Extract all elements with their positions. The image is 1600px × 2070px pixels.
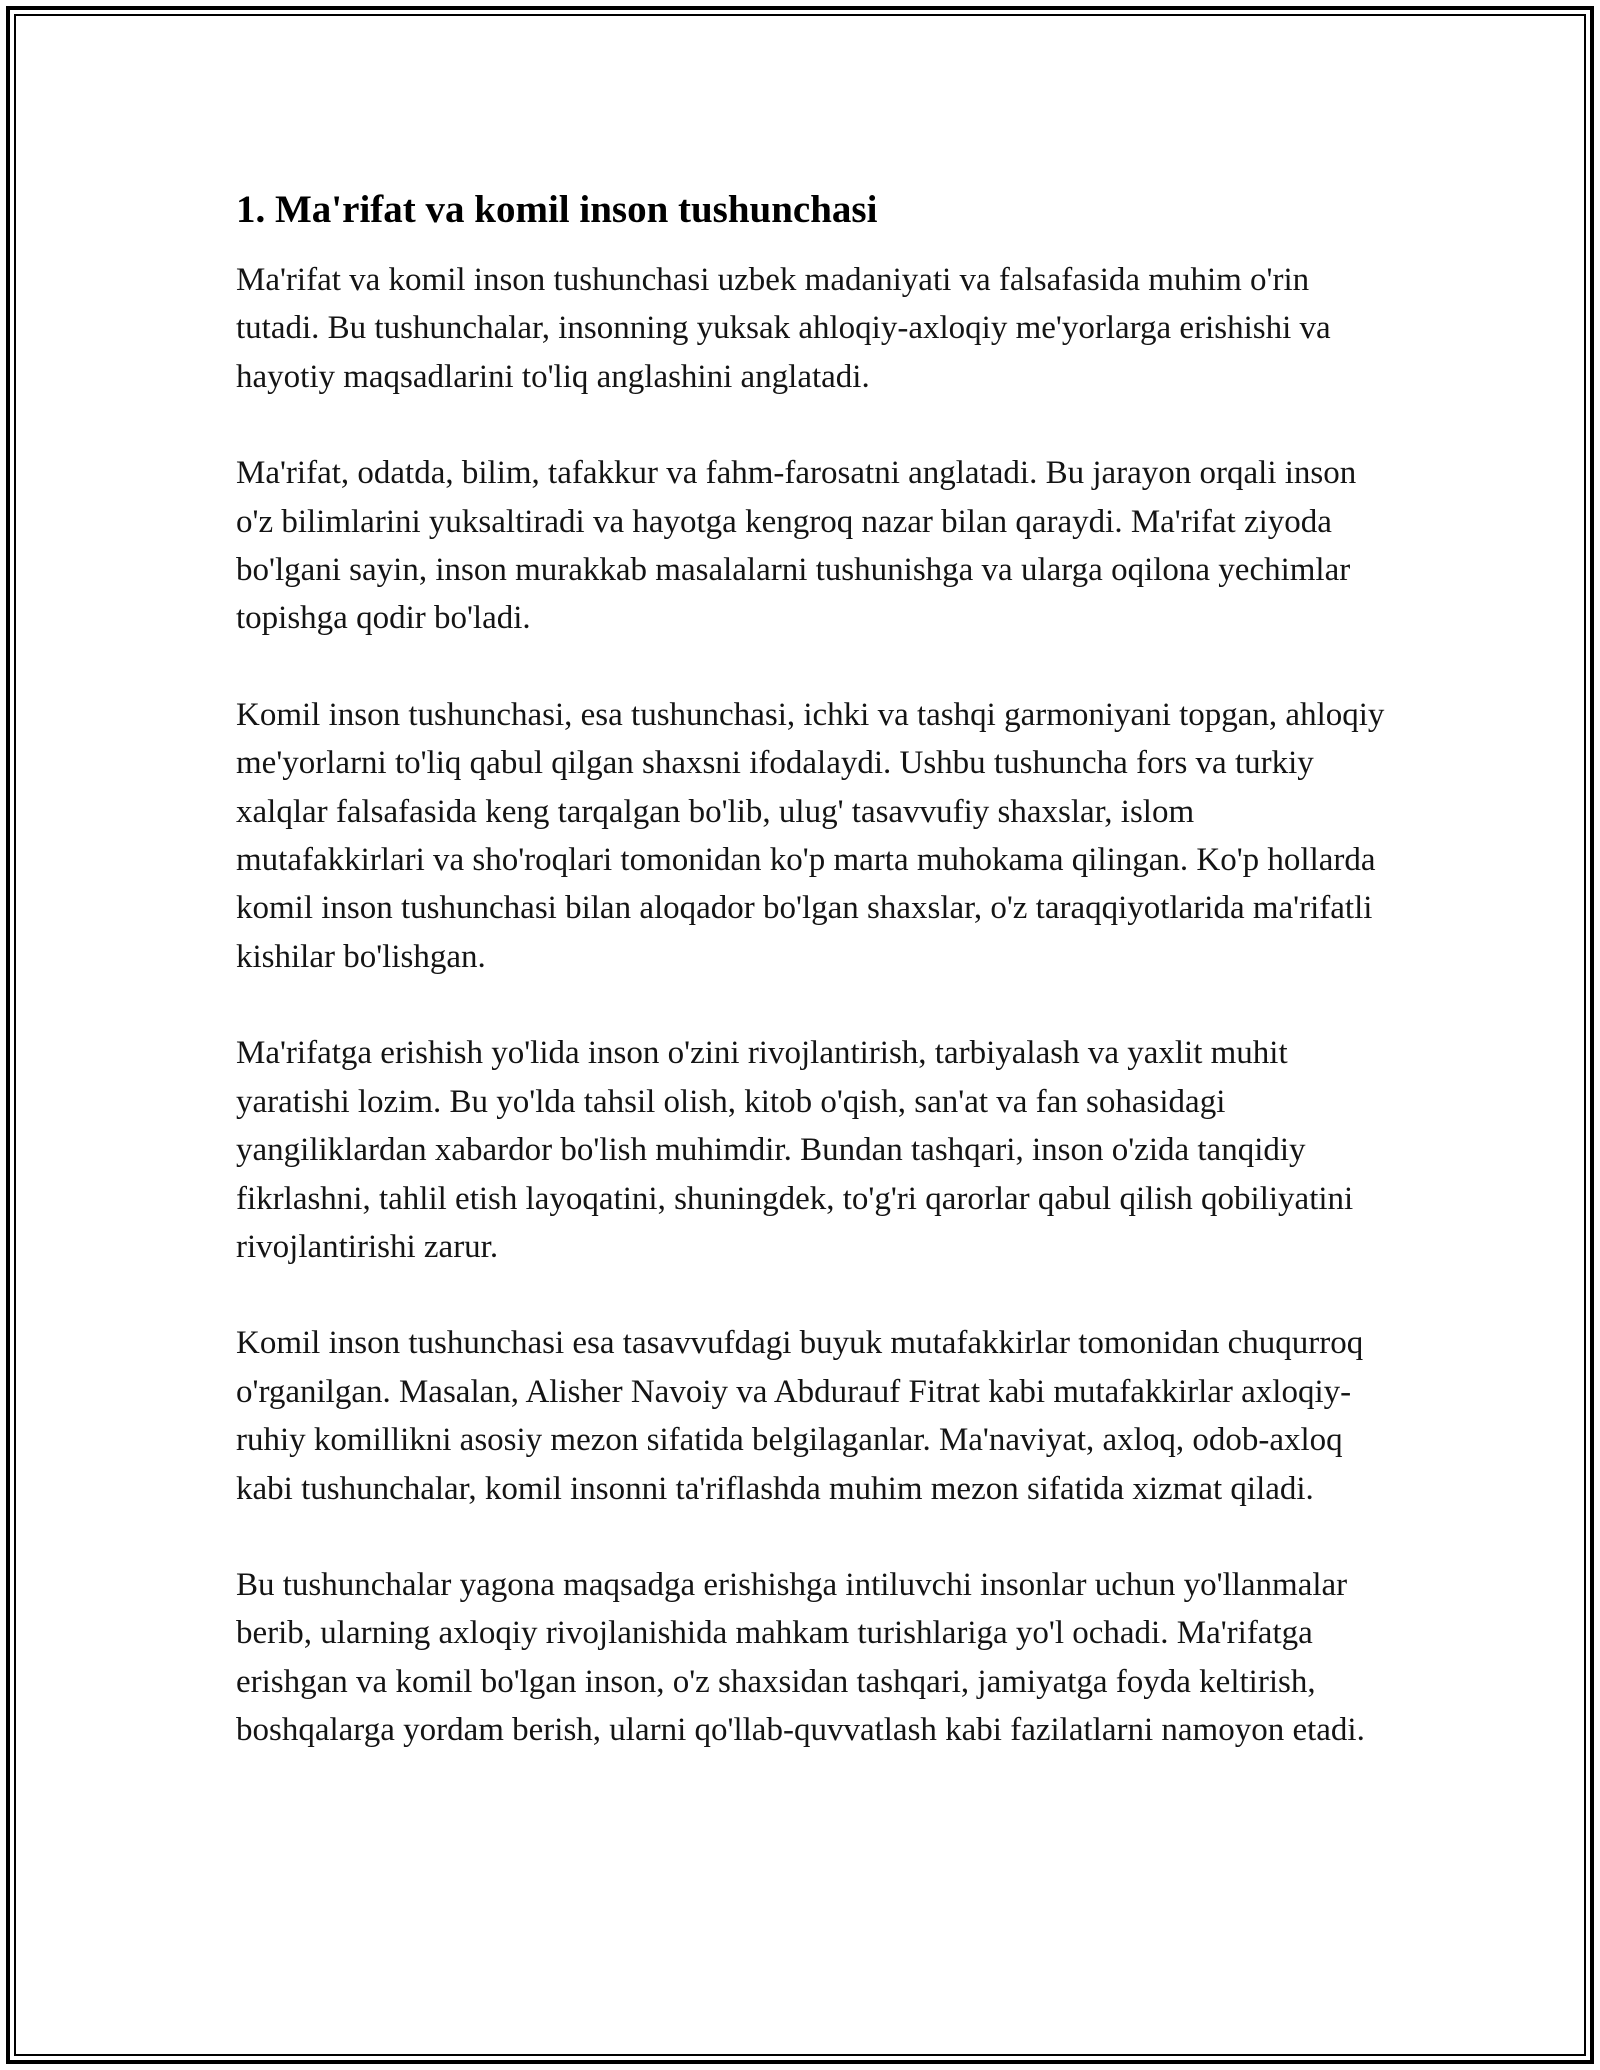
paragraph-6: Bu tushunchalar yagona maqsadga erishishga intiluvchi insonlar uchun yo'llanmalar berib, ularning axloqiy rivojlanishida mahkam turishlariga yo'l ochadi. Ma'rifatga erishgan va komil bo'lgan inson, o'z shaxsidan tashqari, jamiyatga foyda keltirish, boshqalarga yordam berish, ularni qo'llab-quvvatlash kabi fazilatlarni namoyon etadi.: [236, 1566, 1365, 1749]
paragraph-4: Ma'rifatga erishish yo'lida inson o'zini rivojlantirish, tarbiyalash va yaxlit muhit yaratishi lozim. Bu yo'lda tahsil olish, kitob o'qish, san'at va fan sohasidagi yangiliklardan xabardor bo'lish muhimdir. Bundan tashqari, inson o'zida tanqidiy fikrlashni, tahlil etish layoqatini, shuningdek, to'g'ri qarorlar qabul qilish qobiliyatini rivojlantirishi zarur.: [236, 1035, 1354, 1265]
paragraph-1: Ma'rifat va komil inson tushunchasi uzbek madaniyati va falsafasida muhim o'rin tutadi. Bu tushunchalar, insonning yuksak ahloqiy-axloqiy me'yorlarga erishishi va hayotiy maqsadlarini to'liq anglashini anglatadi.: [236, 262, 1331, 395]
document-body: [236, 186, 1386, 1803]
paragraph-2: Ma'rifat, odatda, bilim, tafakkur va fahm-farosatni anglatadi. Bu jarayon orqali inson o'z bilimlarini yuksaltiradi va hayotga kengroq nazar bilan qaraydi. Ma'rifat ziyoda bo'lgani sayin, inson murakkab masalalarni tushunishga va ularga oqilona yechimlar topishga qodir bo'ladi.: [236, 455, 1357, 637]
paragraph-3: Komil inson tushunchasi, esa tushunchasi, ichki va tashqi garmoniyani topgan, ahloqiy me'yorlarni to'liq qabul qilgan shaxsni ifodalaydi. Ushbu tushuncha fors va turkiy xalqlar falsafasida keng tarqalgan bo'lib, ulug' tasavvufiy shaxslar, islom mutafakkirlari va sho'roqlari tomonidan ko'p marta muhokama qilingan. Ko'p hollarda komil inson tushunchasi bilan aloqador bo'lgan shaxslar, o'z taraqqiyotlarida ma'rifatli kishilar bo'lishgan.: [236, 696, 1385, 975]
paragraph-5: Komil inson tushunchasi esa tasavvufdagi buyuk mutafakkirlar tomonidan chuqurroq o'rganilgan. Masalan, Alisher Navoiy va Abdurauf Fitrat kabi mutafakkirlar axloqiy-ruhiy komillikni asosiy mezon sifatida belgilaganlar. Ma'naviyat, axloq, odob-axloq kabi tushunchalar, komil insonni ta'riflashda muhim mezon sifatida xizmat qiladi.: [236, 1325, 1364, 1507]
section-heading: 1. Ma'rifat va komil inson tushunchasi: [236, 188, 878, 231]
